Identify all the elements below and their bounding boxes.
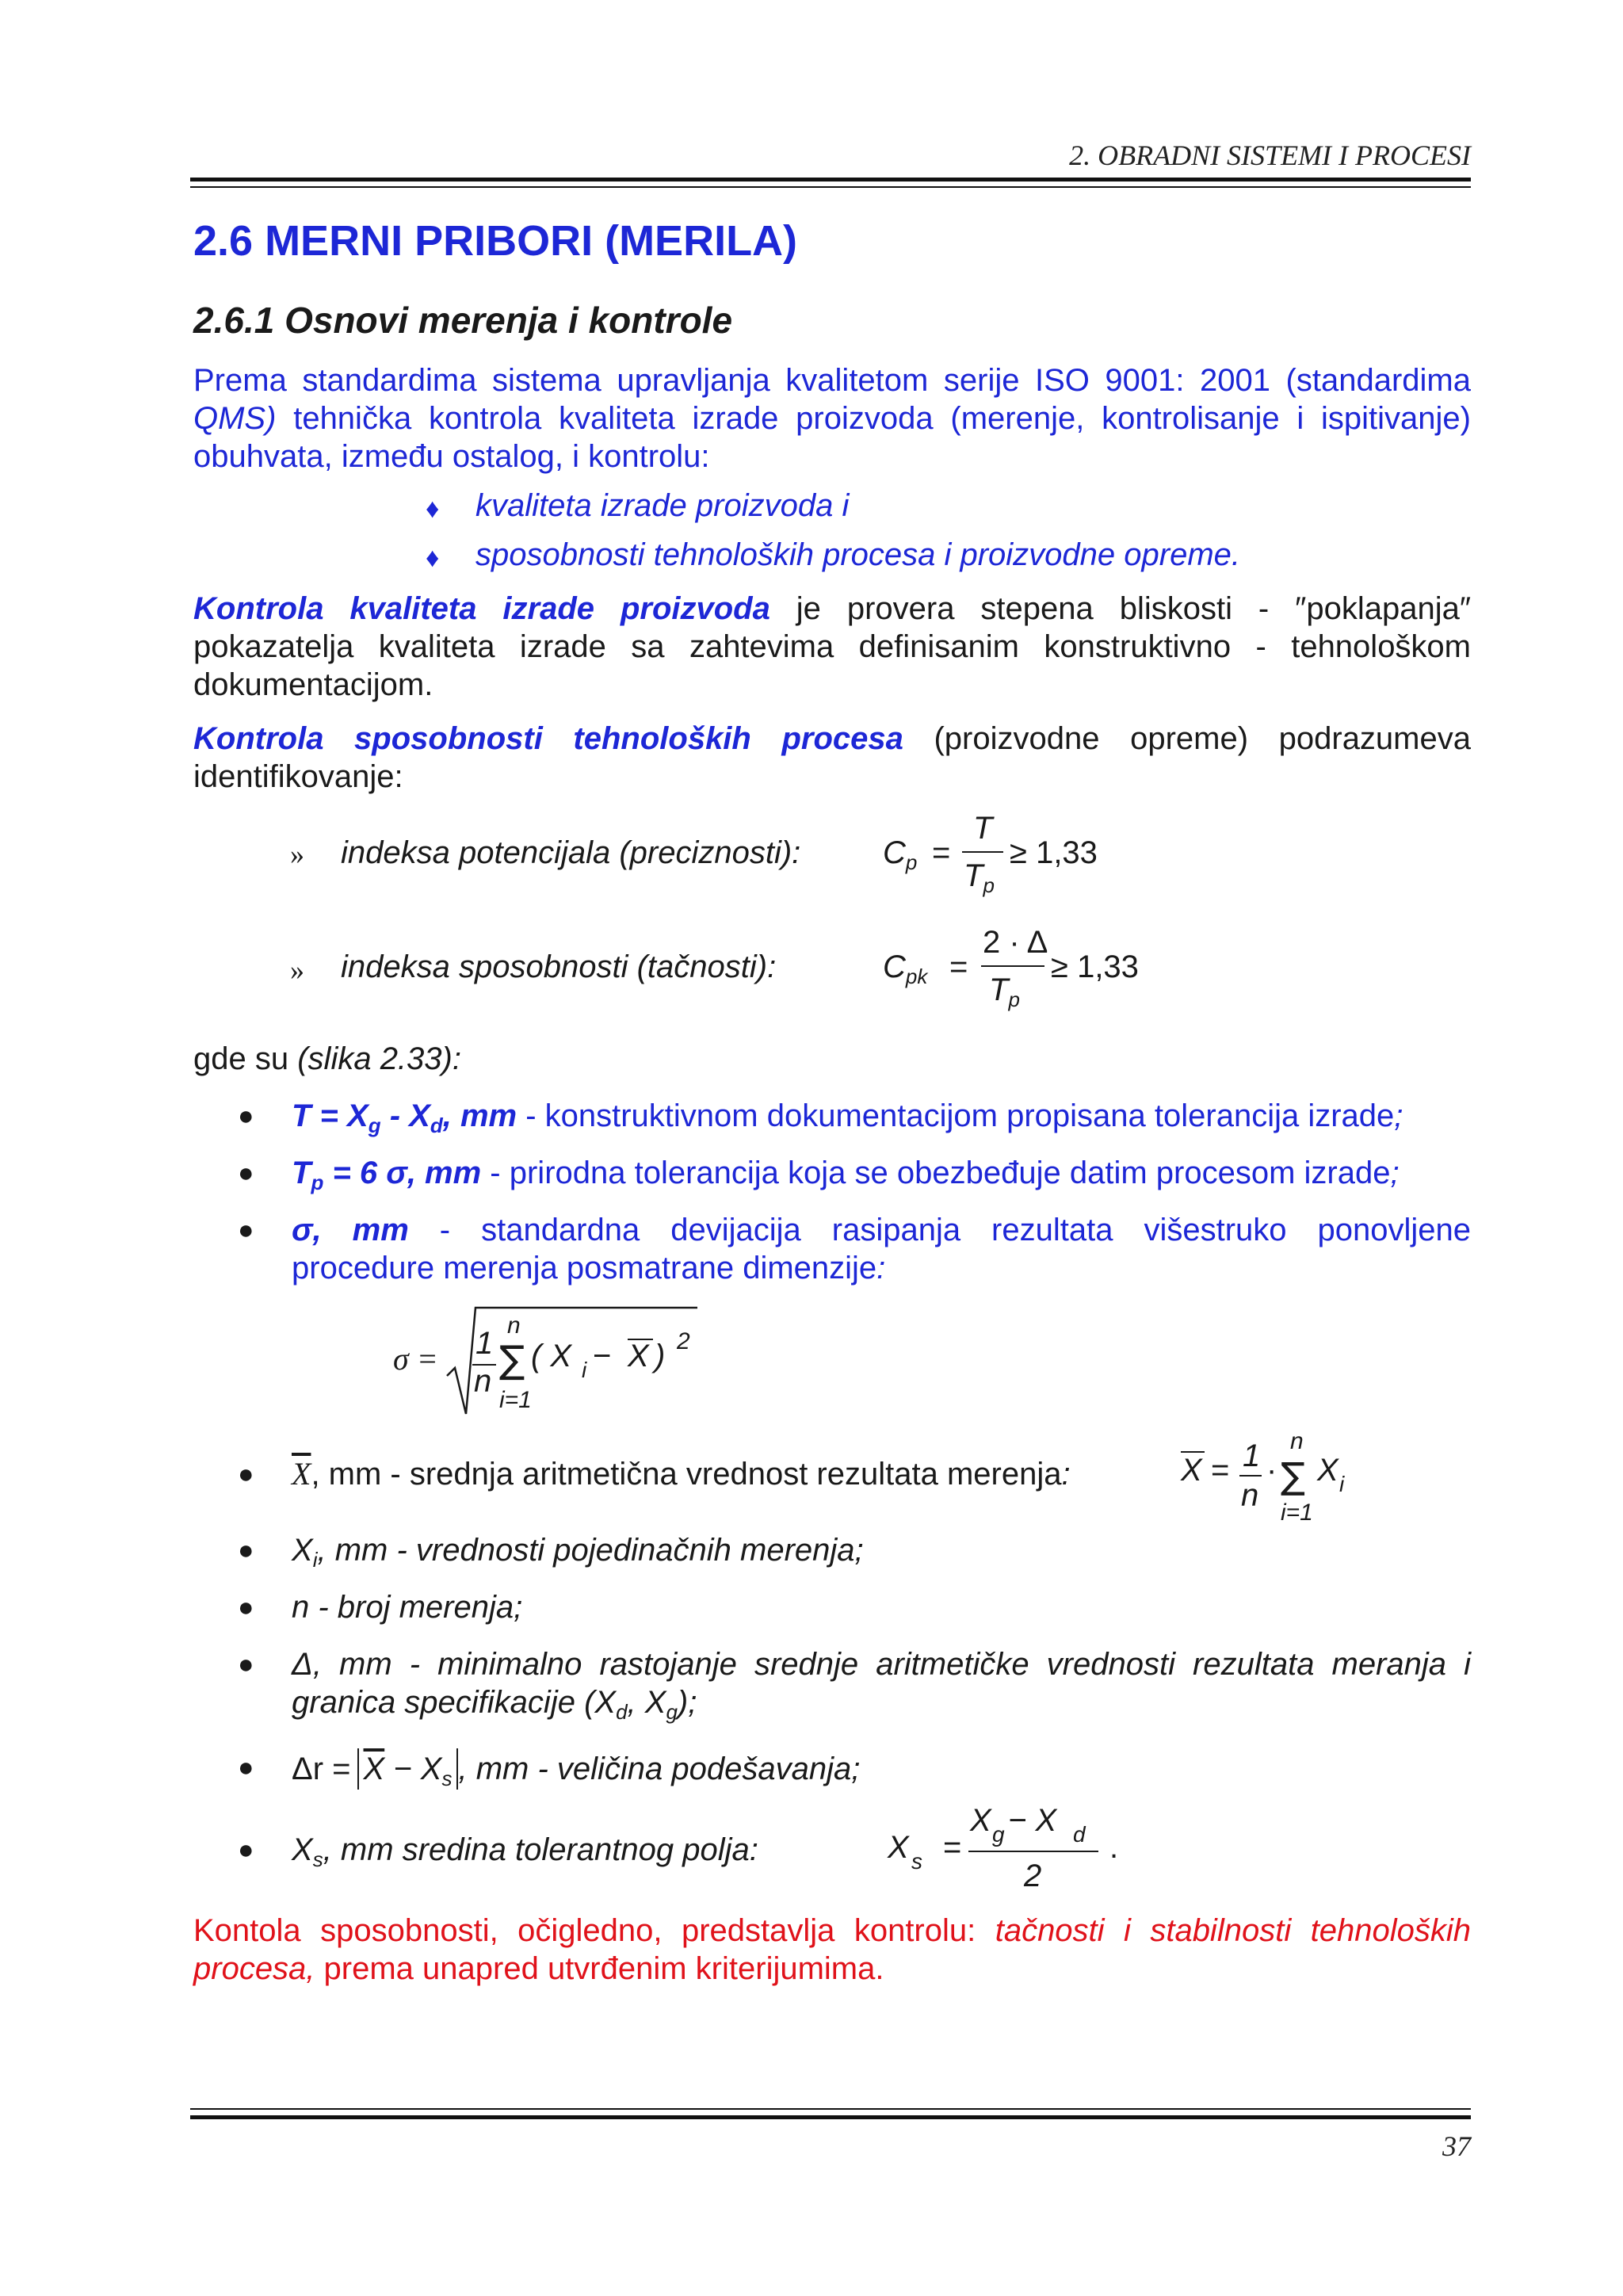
para2-line-2: identifikovanje: <box>193 759 403 794</box>
xs-lhs: X <box>888 1830 909 1865</box>
sigma-numerator: 1 <box>475 1326 494 1361</box>
intro-line-2-text: tehnička kontrola kvaliteta izrade proizvoda (merenje, kontrolisanje i ispitivanje) <box>293 401 1471 436</box>
sum-lower-limit: i=1 <box>1281 1499 1313 1526</box>
bullet-icon: ● <box>238 1535 254 1565</box>
running-header: 2. OBRADNI SISTEMI I PROCESI <box>1069 139 1471 171</box>
xbar-numerator: 1 <box>1243 1438 1261 1473</box>
header-rule-thin <box>190 186 1471 188</box>
xs-formula <box>880 1790 1141 1901</box>
qms-abbr: QMS) <box>193 401 277 436</box>
delta-definition-line-2: granica specifikacije ($X_d$, $X_g$); <box>292 1685 697 1724</box>
cp-denominator: $T_p$ <box>964 858 995 897</box>
sigma-formula <box>380 1289 729 1431</box>
para2-term: Kontrola sposobnosti tehnoloških procesa <box>193 721 903 756</box>
index-2-label: indeksa sposobnosti (tačnosti): <box>341 949 777 984</box>
intro-line-2 <box>193 399 1471 437</box>
para1-term: Kontrola kvaliteta izrade proizvoda <box>193 591 770 626</box>
cp-fraction-bar <box>962 851 1003 853</box>
footer-rule-thick <box>190 2115 1471 2119</box>
sigma-body-open: ( X <box>531 1339 572 1373</box>
para1-line-3: dokumentacijom. <box>193 667 433 702</box>
subsection-title: 2.6.1 Osnovi merenja i kontrole <box>193 300 733 341</box>
bullet-icon: ● <box>238 1592 254 1622</box>
bullet-icon: ● <box>238 1835 254 1865</box>
header-rule-thick <box>190 178 1471 181</box>
xbar-denominator: n <box>1241 1478 1259 1513</box>
equals-sign: = <box>932 835 951 870</box>
sum-upper-limit: n <box>507 1312 521 1339</box>
diamond-bullet-icon: ♦ <box>426 494 440 524</box>
cpk-numerator: 2 · Δ <box>983 925 1048 960</box>
index-marker: » <box>290 954 304 986</box>
intro-item-1: kvaliteta izrade proizvoda i <box>475 488 850 523</box>
cpk-fraction-bar <box>981 965 1044 967</box>
xs-num-a: X <box>970 1803 991 1838</box>
intro-line-1: Prema standardima sistema upravljanja kvalitetom serije ISO 9001: 2001 (standardima <box>193 363 1471 398</box>
xbar-symbol: X <box>628 1339 649 1373</box>
para1-line-2: pokazatelja kvaliteta izrade sa zahtevima definisanim konstruktivno - tehnološkom <box>193 629 1471 664</box>
bullet-icon: ● <box>238 1101 254 1131</box>
cpk-relation: ≥ 1,33 <box>1051 949 1139 984</box>
xbar-lhs: X <box>1181 1453 1202 1488</box>
sigma-symbol: σ = <box>393 1341 438 1377</box>
xi-definition: $X_i$, mm - vrednosti pojedinačnih merenja; <box>292 1533 864 1572</box>
index-1-label: indeksa potencijala (preciznosti): <box>341 835 801 870</box>
cp-formula: $C_p$ <box>883 835 918 874</box>
cp-numerator: T <box>973 811 993 846</box>
xs-num-a-sub: g <box>992 1822 1005 1847</box>
multiply-dot: · <box>1266 1453 1277 1488</box>
para1-line-1: Kontrola kvaliteta izrade proizvoda je provera stepena bliskosti - ″poklapanja″ <box>193 591 1471 626</box>
definition-sigma-line-1: σ, mm - standardna devijacija rasipanja rezultata višestruko ponovljene <box>292 1213 1472 1247</box>
equals-sign: = <box>1211 1453 1230 1488</box>
xs-lhs-sub: s <box>911 1849 922 1874</box>
section-title: 2.6 MERNI PRIBORI (MERILA) <box>193 217 798 265</box>
equals-sign: = <box>943 1830 962 1865</box>
xs-num-mid: − X <box>1008 1803 1057 1838</box>
sigma-body-sub: i <box>582 1358 587 1382</box>
bullet-icon: ● <box>238 1649 254 1679</box>
bullet-icon: ● <box>238 1459 254 1489</box>
period: . <box>1109 1830 1119 1865</box>
bullet-icon: ● <box>238 1752 254 1782</box>
page-number: 37 <box>1442 2130 1471 2162</box>
bullet-icon: ● <box>238 1158 254 1188</box>
n-definition: n - broj merenja; <box>292 1590 523 1625</box>
xs-denominator: 2 <box>1024 1859 1042 1893</box>
minus-sign: − <box>593 1339 612 1373</box>
index-marker: » <box>290 839 304 870</box>
para2-line-1: Kontrola sposobnosti tehnoloških procesa (proizvodne opreme) podrazumeva <box>193 721 1471 756</box>
sigma-denominator: n <box>474 1364 492 1399</box>
footer-rule-thin <box>190 2108 1471 2110</box>
dr-definition: $\Delta r = \overline{X} - X_s$ , mm - veličina podešavanja; <box>292 1748 860 1790</box>
where-line: gde su (slika 2.33): <box>193 1041 461 1076</box>
equals-sign: = <box>949 949 968 984</box>
intro-line-3: obuhvata, između ostalog, i kontrolu: <box>193 439 710 474</box>
xbar-definition: $\overline{X}$, mm - srednja aritmetična vrednost rezultata merenja: <box>292 1456 1071 1492</box>
xbar-formula <box>1173 1420 1379 1531</box>
sum-lower-limit: i=1 <box>499 1387 532 1413</box>
definition-sigma-line-2: procedure merenja posmatrane dimenzije: <box>292 1251 886 1286</box>
conclusion-line-2: procesa, prema unapred utvrđenim kriterijumima. <box>193 1951 884 1986</box>
cpk-denominator: $T_p$ <box>989 972 1020 1011</box>
bullet-icon: ● <box>238 1215 254 1245</box>
cp-relation: ≥ 1,33 <box>1010 835 1098 870</box>
xs-definition: $X_s$, mm sredina tolerantnog polja: <box>292 1832 758 1871</box>
definition-t: $T = X_g - X_d$, mm - konstruktivnom dokumentacijom propisana tolerancija izrade; <box>292 1098 1403 1137</box>
intro-item-2: sposobnosti tehnoloških procesa i proizvodne opreme. <box>475 537 1241 572</box>
sigma-body-close: ) <box>655 1339 666 1373</box>
xs-num-b-sub: d <box>1073 1822 1086 1847</box>
sum-sign: ∑ <box>499 1338 525 1382</box>
exponent: 2 <box>677 1328 690 1354</box>
definition-tp: $T_p = 6$ σ, mm - prirodna tolerancija koja se obezbeđuje datim procesom izrade; <box>292 1156 1400 1194</box>
xi-symbol: X <box>1317 1453 1338 1488</box>
cpk-formula: $C_{pk}$ <box>883 949 928 988</box>
conclusion-line-1: Kontola sposobnosti, očigledno, predstavlja kontrolu: tačnosti i stabilnosti tehnoloških <box>193 1913 1472 1948</box>
sum-sign: ∑ <box>1281 1454 1305 1497</box>
diamond-bullet-icon: ♦ <box>426 543 440 573</box>
delta-definition-line-1: Δ, mm - minimalno rastojanje srednje aritmetičke vrednosti rezultata meranja i <box>292 1647 1471 1682</box>
sum-upper-limit: n <box>1290 1428 1304 1454</box>
xi-subscript: i <box>1339 1472 1345 1496</box>
